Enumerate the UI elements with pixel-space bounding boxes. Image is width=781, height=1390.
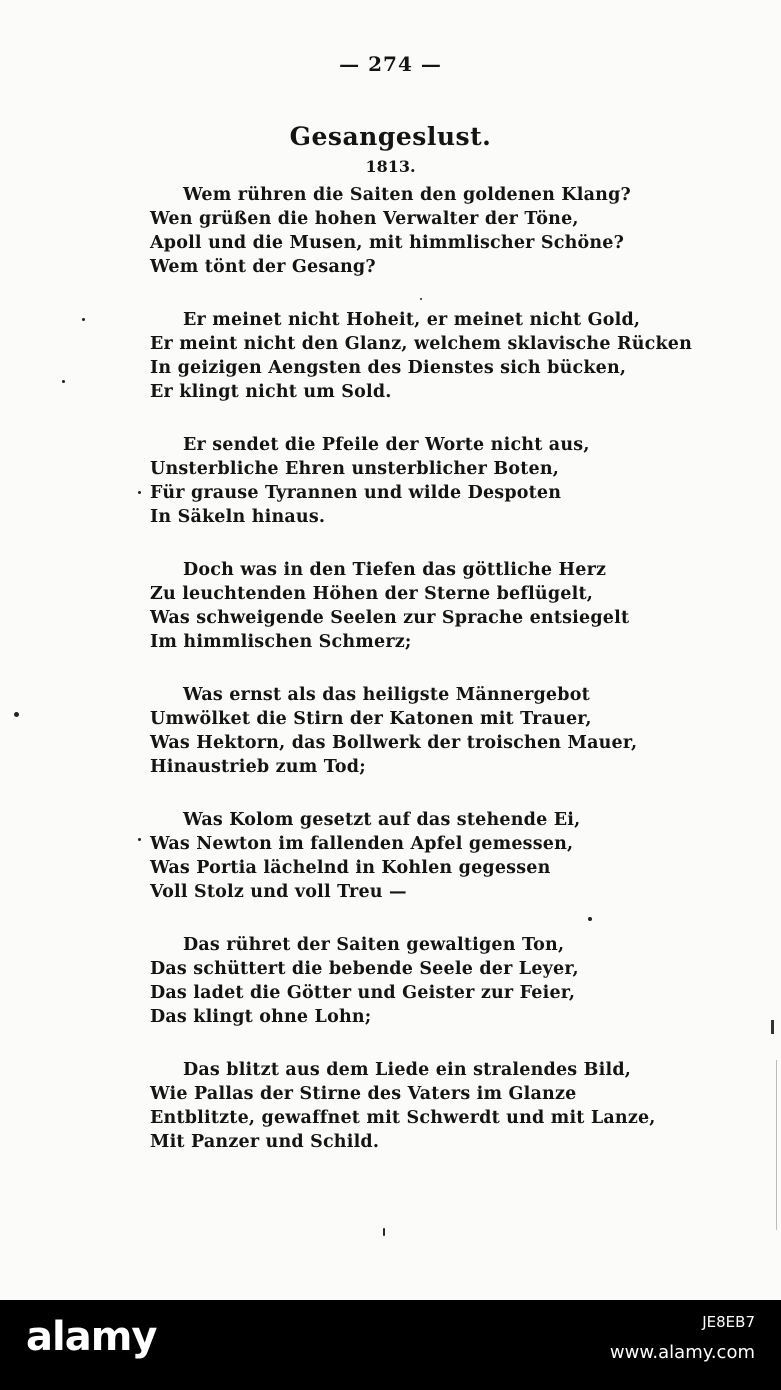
verse-line: Wem rühren die Saiten den goldenen Klang?: [183, 185, 631, 205]
verse-line: Wen grüßen die hohen Verwalter der Töne,: [150, 209, 579, 229]
verse-line: Für grause Tyrannen und wilde Despoten: [150, 483, 562, 503]
verse-line: Wem tönt der Gesang?: [150, 257, 376, 277]
verse-line: Doch was in den Tiefen das göttliche Herz: [183, 560, 607, 580]
stanza-7: [150, 933, 630, 1029]
verse-line: Was Portia lächelnd in Kohlen gegessen: [150, 858, 551, 878]
poem-title: Gesangeslust.: [289, 122, 492, 151]
verse-line: Apoll und die Musen, mit himmlischer Schöne?: [150, 233, 625, 253]
stanza-5: [150, 683, 638, 779]
image-id-label: JE8EB7: [702, 1313, 755, 1331]
verse-line: Das schüttert die bebende Seele der Leyer,: [150, 959, 579, 979]
verse-line: Entblitzte, gewaffnet mit Schwerdt und mit Lanze,: [150, 1108, 656, 1128]
verse-line: In geizigen Aengsten des Dienstes sich bücken,: [150, 358, 627, 378]
page-edge-mark: [776, 1060, 777, 1230]
verse-line: Das rühret der Saiten gewaltigen Ton,: [183, 935, 565, 955]
page-edge-mark: [771, 1020, 774, 1034]
page-number: — 274 —: [339, 52, 442, 76]
scan-speck: [138, 491, 141, 494]
verse-line: In Säkeln hinaus.: [150, 507, 326, 527]
stanza-6: [150, 808, 630, 904]
stanza-1: [150, 183, 630, 279]
verse-line: Zu leuchtenden Höhen der Sterne beflügelt,: [150, 584, 594, 604]
verse-line: Umwölket die Stirn der Katonen mit Trauer,: [150, 709, 592, 729]
verse-line: Im himmlischen Schmerz;: [150, 632, 412, 652]
scan-speck: [82, 318, 85, 321]
verse-line: Er sendet die Pfeile der Worte nicht aus,: [183, 435, 590, 455]
scan-speck: [14, 712, 19, 717]
brand-url: www.alamy.com: [609, 1342, 755, 1363]
verse-line: Das blitzt aus dem Liede ein stralendes Bild,: [183, 1060, 632, 1080]
poem-year: 1813.: [365, 157, 416, 176]
verse-line: Er klingt nicht um Sold.: [150, 382, 392, 402]
verse-line: Das ladet die Götter und Geister zur Feier,: [150, 983, 576, 1003]
verse-line: Er meinet nicht Hoheit, er meinet nicht Gold,: [183, 310, 641, 330]
verse-line: Er meint nicht den Glanz, welchem sklavische Rücken: [150, 334, 693, 354]
brand-logo: alamy: [26, 1314, 157, 1360]
verse-line: Was ernst als das heiligste Männergebot: [183, 685, 590, 705]
verse-line: Voll Stolz und voll Treu —: [150, 882, 407, 902]
verse-line: Das klingt ohne Lohn;: [150, 1007, 372, 1027]
stanza-2: [150, 308, 693, 404]
verse-line: Unsterbliche Ehren unsterblicher Boten,: [150, 459, 560, 479]
scan-speck: [588, 917, 592, 921]
stanza-8: [150, 1058, 656, 1154]
verse-line: Mit Panzer und Schild.: [150, 1132, 380, 1152]
verse-line: Wie Pallas der Stirne des Vaters im Glanze: [150, 1084, 577, 1104]
scan-speck: [420, 298, 422, 300]
scan-speck: [383, 1228, 385, 1236]
stanza-4: [150, 558, 630, 654]
stanza-3: [150, 433, 630, 529]
verse-line: Was schweigende Seelen zur Sprache entsiegelt: [150, 608, 630, 628]
verse-line: Was Newton im fallenden Apfel gemessen,: [150, 834, 574, 854]
verse-line: Hinaustrieb zum Tod;: [150, 757, 366, 777]
scan-speck: [138, 838, 141, 841]
verse-line: Was Hektorn, das Bollwerk der troischen Mauer,: [150, 733, 638, 753]
verse-line: Was Kolom gesetzt auf das stehende Ei,: [183, 810, 581, 830]
scan-speck: [62, 380, 65, 383]
poem-body: [150, 183, 693, 1183]
